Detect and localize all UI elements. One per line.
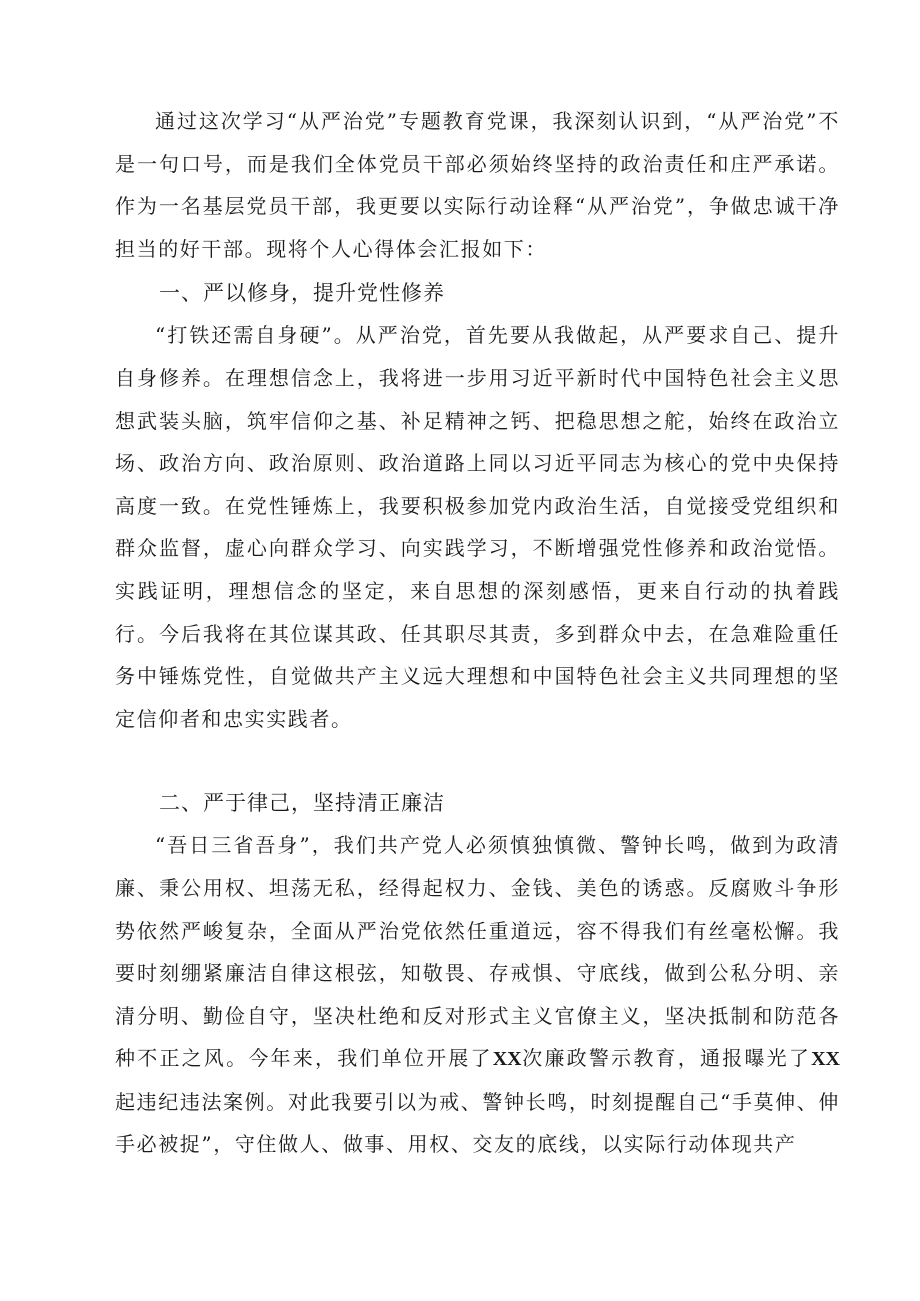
section-2-text-b: 次廉政警示教育，通报曝光了 <box>521 1046 812 1071</box>
section-2-text-a: “吾日三省吾身”，我们共产党人必须慎独慎微、警钟长鸣，做到为政清廉、秉公用权、坦荡无私，经得起权力、金钱、美色的诱惑。反腐败斗争形势依然严峻复杂，全面从严治党依然任重道远，容不得我们有丝毫松懈。我要时刻绷紧廉洁自律这根弦，知敬畏、存戒惧、守底线，做到公私分明、亲清分明、勤俭自守，坚决杜绝和反对形式主义官僚主义，坚决抵制和防范各种不正之风。今年来，我们单位开展了 <box>115 833 840 1071</box>
intro-paragraph: 通过这次学习“从严治党”专题教育党课，我深刻认识到，“从严治党”不是一句口号，而是我们全体党员干部必须始终坚持的政治责任和庄严承诺。作为一名基层党员干部，我更要以实际行动诠释“从严治党”，争做忠诚干净担当的好干部。现将个人心得体会汇报如下： <box>115 109 840 261</box>
section-2-paragraph <box>115 824 840 1166</box>
section-2-text-c: 起违纪违法案例。对此我要引以为戒、警钟长鸣，时刻提醒自己“手莫伸、伸手必被捉”，守住做人、做事、用权、交友的底线，以实际行动体现共产 <box>115 1089 840 1157</box>
section-2-count-1: XX <box>492 1048 522 1071</box>
section-2-heading: 二、严于律己，坚持清正廉洁 <box>159 791 445 816</box>
section-2-count-2: XX <box>811 1048 840 1071</box>
section-1-paragraph: “打铁还需自身硬”。从严治党，首先要从我做起，从严要求自己、提升自身修养。在理想信念上，我将进一步用习近平新时代中国特色社会主义思想武装头脑，筑牢信仰之基、补足精神之钙、把稳思想之舵，始终在政治立场、政治方向、政治原则、政治道路上同以习近平同志为核心的党中央保持高度一致。在党性锤炼上，我要积极参加党内政治生活，自觉接受党组织和群众监督，虚心向群众学习、向实践学习，不断增强党性修养和政治觉悟。实践证明，理想信念的坚定，来自思想的深刻感悟，更来自行动的执着践行。今后我将在其位谋其政、任其职尽其责，多到群众中去，在急难险重任务中锤炼党性，自觉做共产主义远大理想和中国特色社会主义共同理想的坚定信仰者和忠实实践者。 <box>115 323 840 731</box>
document-body <box>115 100 840 1166</box>
section-1-heading: 一、严以修身，提升党性修养 <box>159 281 445 306</box>
